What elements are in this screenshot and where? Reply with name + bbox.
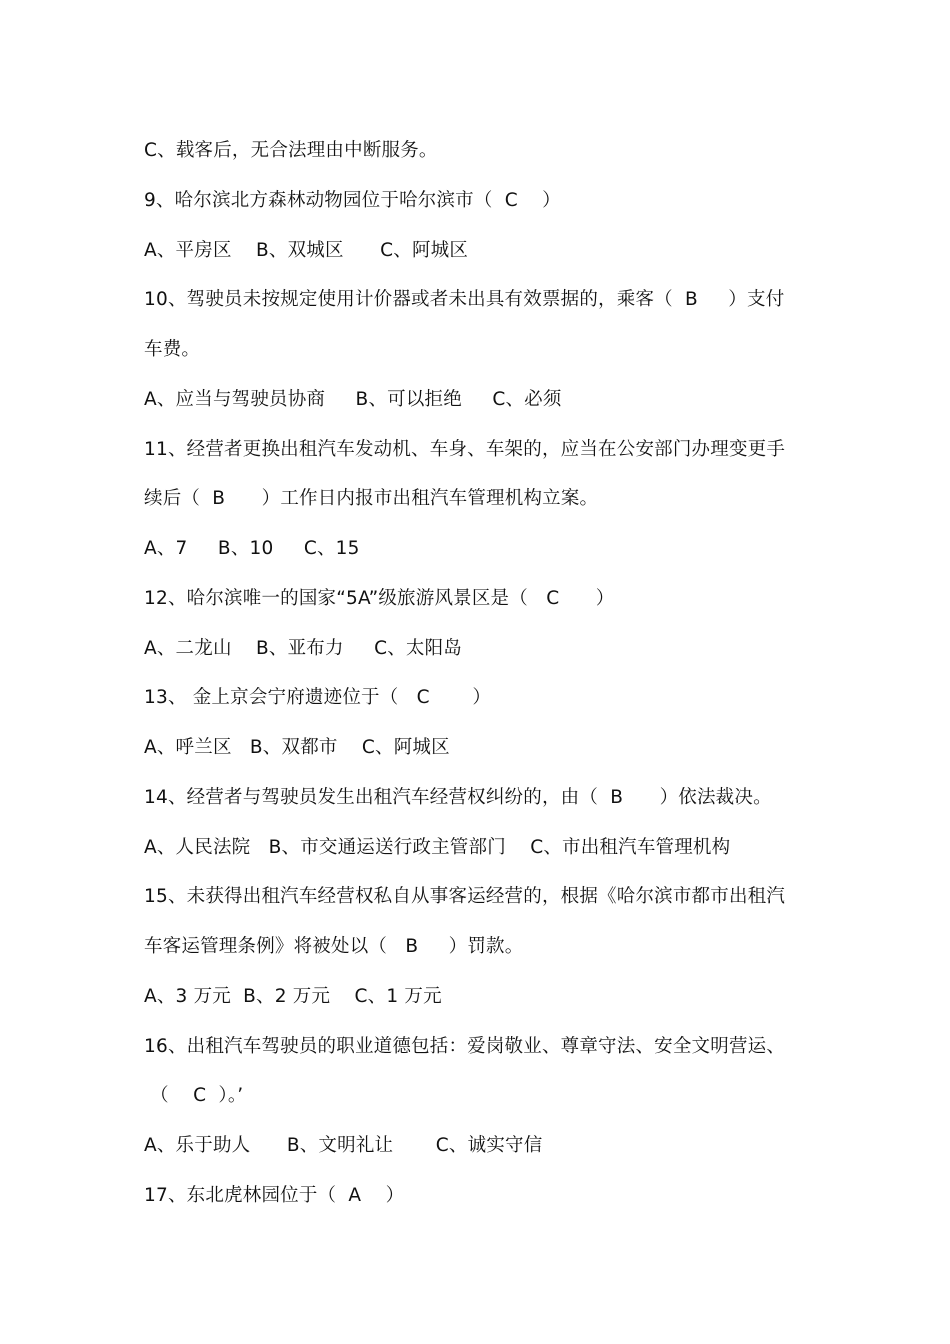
answer-option-line: A、二龙山 B、亚布力 C、太阳岛 [144, 637, 462, 659]
answer-option-line: A、7 B、10 C、15 [144, 538, 360, 559]
question-line-continued: 续后（ B ）工作日内报市出租汽车管理机构立案。 [144, 488, 599, 510]
question-line: 13、 金上京会宁府遗迹位于（ C ） [144, 687, 492, 709]
question-line: 9、哈尔滨北方森林动物园位于哈尔滨市（ C ） [144, 189, 561, 211]
question-line: 16、出租汽车驾驶员的职业道德包括：爱岗敬业、尊章守法、安全文明营运、 [144, 1035, 786, 1057]
answer-option-line: A、平房区 B、双城区 C、阿城区 [144, 239, 469, 261]
question-line: 17、东北虎林园位于（ A ） [144, 1184, 405, 1206]
question-line-continued: 车费。 [144, 339, 201, 360]
answer-option-line: A、呼兰区 B、双都市 C、阿城区 [144, 737, 450, 758]
question-line-continued: （ C ）。’ [144, 1085, 244, 1107]
question-line: 12、哈尔滨唯一的国家“5A”级旅游风景区是（ C ） [144, 587, 615, 609]
question-line: 14、经营者与驾驶员发生出租汽车经营权纠纷的，由（ B ）依法裁决。 [144, 786, 772, 808]
question-list [144, 126, 834, 1221]
question-line: 10、驾驶员未按规定使用计价器或者未出具有效票据的，乘客（ B ）支付 [144, 289, 785, 311]
question-line: 15、未获得出租汽车经营权私自从事客运经营的，根据《哈尔滨市都市出租汽 [144, 886, 786, 908]
answer-option-line: A、人民法院 B、市交通运送行政主管部门 C、市出租汽车管理机构 [144, 836, 731, 858]
question-line: 11、经营者更换出租汽车发动机、车身、车架的，应当在公安部门办理变更手 [144, 438, 786, 460]
answer-option-line: A、乐于助人 B、文明礼让 C、诚实守信 [144, 1135, 543, 1156]
answer-option-line: C、载客后，无合法理由中断服务。 [144, 140, 438, 161]
question-line-continued: 车客运管理条例》将被处以（ B ）罚款。 [144, 936, 524, 957]
answer-option-line: A、应当与驾驶员协商 B、可以拒绝 C、必须 [144, 388, 562, 410]
answer-option-line: A、3 万元 B、2 万元 C、1 万元 [144, 985, 442, 1007]
